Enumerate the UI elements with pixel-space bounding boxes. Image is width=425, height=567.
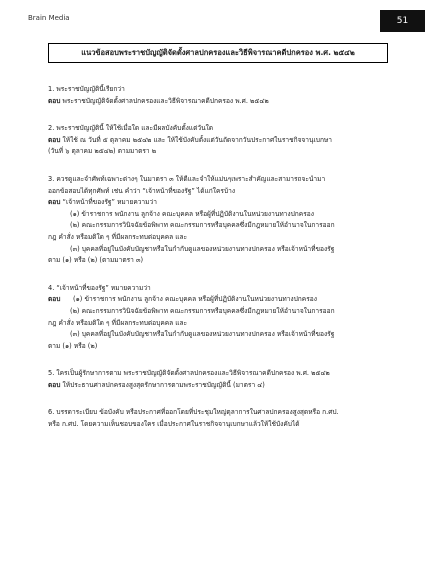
question-text: 1. พระราชบัญญัตินี้เรียกว่า xyxy=(48,85,125,93)
answer-item-2-continuation: กฎ คำสั่ง หรือมติใด ๆ ที่มีผลกระทบต่อบุคคล และ xyxy=(48,318,188,327)
answer-text: ให้ประธานศาลปกครองสูงสุดรักษาการตามพระราชบัญญัตินี้ (มาตรา ๔) xyxy=(62,380,265,389)
answer-text: พระราชบัญญัติจัดตั้งศาลปกครองและวิธีพิจารณาคดีปกครอง พ.ศ. ๒๕๔๒ xyxy=(62,96,269,105)
answer-item-2-continuation: กฎ คำสั่ง หรือมติใด ๆ ที่มีผลกระทบต่อบุคคล และ xyxy=(48,232,188,241)
answer-text: ให้ใช้ ณ วันที่ ๕ ตุลาคม ๒๕๔๒ และ ให้ใช้บังคับตั้งแต่วันถัดจากวันประกาศในราชกิจจานุเบกษา xyxy=(62,135,332,144)
publisher-name: Brain Media xyxy=(28,14,70,22)
question-1 xyxy=(48,84,388,107)
answer-item-2: (๒) คณะกรรมการวินิจฉัยข้อพิพาท คณะกรรมการหรือบุคคลซึ่งมีกฎหมายให้อำนาจในการออก xyxy=(70,221,335,230)
answer-label: ตอบ xyxy=(48,295,61,304)
page-number-badge xyxy=(380,10,425,32)
answer-item-3: (๓) บุคคลที่อยู่ในบังคับบัญชาหรือในกำกับดูแลของหน่วยงานทางปกครอง หรือเจ้าหน้าที่ของรัฐ xyxy=(70,330,335,339)
question-text: 5. ใครเป็นผู้รักษาการตาม พระราชบัญญัติจัดตั้งศาลปกครองและวิธีพิจารณาคดีปกครอง พ.ศ. ๒๕๔๒ xyxy=(48,369,330,378)
answer-label: ตอบ xyxy=(48,135,61,144)
answer-line xyxy=(48,135,388,147)
answer-line xyxy=(48,380,388,392)
page-title xyxy=(48,43,388,63)
question-continuation: ออกข้อสอบได้ทุกศัพท์ เช่น คำว่า “เจ้าหน้าที่ของรัฐ” ได้แก่ใครบ้าง xyxy=(48,186,236,195)
question-text: 4. “เจ้าหน้าที่ของรัฐ” หมายความว่า xyxy=(48,283,151,292)
answer-item-3-continuation: ตาม (๑) หรือ (๒) (ตามมาตรา ๓) xyxy=(48,256,144,265)
answer-label: ตอบ xyxy=(48,198,61,207)
answer-text: “เจ้าหน้าที่ของรัฐ” หมายความว่า xyxy=(62,198,157,207)
answer-line xyxy=(48,197,388,209)
question-3 xyxy=(48,174,388,267)
answer-item-1: (๑) ข้าราชการ พนักงาน ลูกจ้าง คณะบุคคล หรือผู้ที่ปฏิบัติงานในหน่วยงานทางปกครอง xyxy=(73,295,317,304)
question-2 xyxy=(48,123,388,158)
question-text: 6. บรรดาระเบียบ ข้อบังคับ หรือประกาศที่ออกโดยที่ประชุมใหญ่ตุลาการในศาลปกครองสูงสุดหรือ ก.ศป. xyxy=(48,408,339,417)
answer-item-1: (๑) ข้าราชการ พนักงาน ลูกจ้าง คณะบุคคล หรือผู้ที่ปฏิบัติงานในหน่วยงานทางปกครอง xyxy=(70,209,314,218)
page-number: 51 xyxy=(396,16,409,26)
answer-item-2: (๒) คณะกรรมการวินิจฉัยข้อพิพาท คณะกรรมการหรือบุคคลซึ่งมีกฎหมายให้อำนาจในการออก xyxy=(70,306,335,315)
answer-item-3: (๓) บุคคลที่อยู่ในบังคับบัญชาหรือในกำกับดูแลของหน่วยงานทางปกครอง หรือเจ้าหน้าที่ของรัฐ xyxy=(70,244,335,253)
question-list xyxy=(48,84,388,447)
question-4 xyxy=(48,283,388,353)
question-continuation: หรือ ก.ศป. โดยความเห็นชอบของใคร เมื่อประกาศในราชกิจจานุเบกษาแล้วให้ใช้บังคับได้ xyxy=(48,420,300,429)
answer-line xyxy=(48,294,388,306)
answer-label: ตอบ xyxy=(48,380,61,389)
question-text: 2. พระราชบัญญัตินี้ ให้ใช้เมื่อใด และมีผลบังคับตั้งแต่วันใด xyxy=(48,124,214,133)
question-text: 3. ควรดูและจำศัพท์เฉพาะต่างๆ ในมาตรา ๓ ให้ดีและจำให้แม่นๆเพราะสำคัญและสามารถจะนำมา xyxy=(48,174,326,183)
answer-continuation: (วันที่ ๖ ตุลาคม ๒๕๔๒) ตามมาตรา ๒ xyxy=(48,147,157,156)
question-5 xyxy=(48,368,388,391)
page-title-text: แนวข้อสอบพระราชบัญญัติจัดตั้งศาลปกครองและวิธีพิจารณาคดีปกครอง พ.ศ. ๒๕๔๒ xyxy=(81,48,355,57)
answer-label: ตอบ xyxy=(48,96,61,105)
question-6 xyxy=(48,407,388,430)
answer-item-3-continuation: ตาม (๑) หรือ (๒) xyxy=(48,341,98,350)
answer-line xyxy=(48,96,388,108)
